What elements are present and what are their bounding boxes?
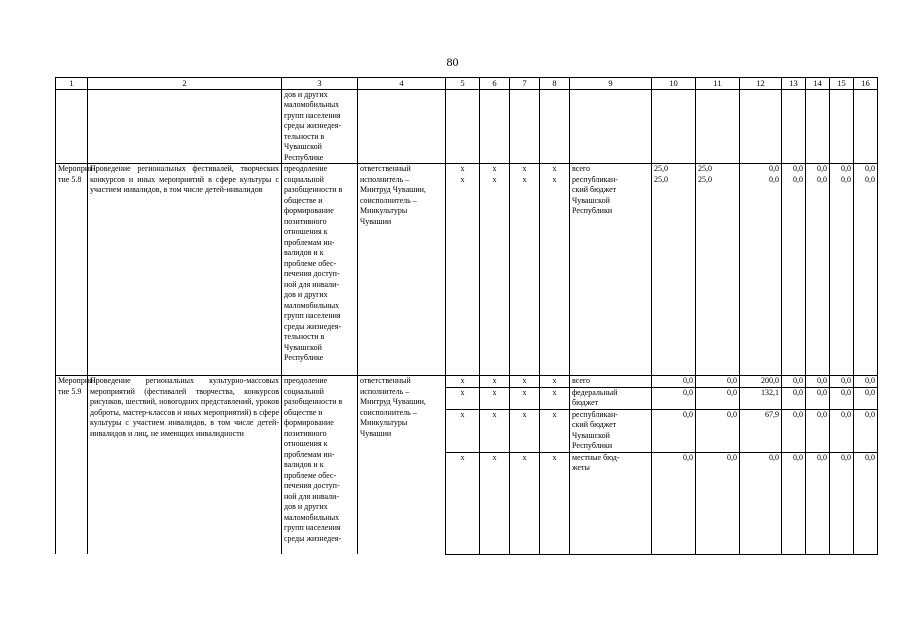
col-num: 7 bbox=[510, 78, 540, 90]
cell-c8: x bbox=[540, 409, 570, 452]
cell-c16: 0,0 bbox=[854, 387, 878, 409]
cell-c15: 0,0 bbox=[830, 409, 854, 452]
col-num: 3 bbox=[282, 78, 358, 90]
cell-c7: x bbox=[510, 387, 540, 409]
cell-c11: 0,0 bbox=[696, 452, 740, 554]
funding-source: федеральный бюджет bbox=[570, 387, 652, 409]
cell-c13: 0,0 bbox=[782, 409, 806, 452]
program-table bbox=[55, 77, 878, 555]
event-title: Проведение региональных фестивалей, творческих конкурсов и иных мероприятий в сфере культуры с участием инвалидов, в том числе детей-инвалидов bbox=[88, 164, 282, 376]
cell-c13: 0,0 bbox=[782, 376, 806, 388]
cell-c16: 0,0 bbox=[854, 409, 878, 452]
cell-c5: x bbox=[446, 164, 480, 175]
cell-c10: 0,0 bbox=[652, 387, 696, 409]
cell-c15: 0,0 bbox=[830, 164, 854, 175]
cell-c11: 25,0 bbox=[696, 164, 740, 175]
cell-c10: 0,0 bbox=[652, 409, 696, 452]
cell-c5: x bbox=[446, 387, 480, 409]
column-number-row bbox=[56, 78, 878, 90]
cell-c16: 0,0 bbox=[854, 164, 878, 175]
event-goal: преодоление социальной разобщенности в обществе и формирование позитивного отношения к проблемам ин- валидов и к проблеме обес- печения доступ- ной для инвали- дов и других маломобильных групп населения среды жизнедея- тельности в Чувашской Республике bbox=[282, 164, 358, 376]
cell-c12: 132,1 bbox=[740, 387, 782, 409]
cell-c6: x bbox=[480, 452, 510, 554]
cell-c16: 0,0 bbox=[854, 452, 878, 554]
cell-c10: 0,0 bbox=[652, 376, 696, 388]
cell-c13: 0,0 bbox=[782, 387, 806, 409]
col-num: 2 bbox=[88, 78, 282, 90]
cell-c11: 0,0 bbox=[696, 409, 740, 452]
event-id: Мероприя- тие 5.8 bbox=[56, 164, 88, 376]
cell-c12: 0,0 bbox=[740, 164, 782, 175]
cell-c8: x bbox=[540, 376, 570, 388]
funding-source: республикан- ский бюджет Чувашской Республики bbox=[570, 175, 652, 376]
cell-c13: 0,0 bbox=[782, 164, 806, 175]
continuation-row bbox=[56, 89, 878, 164]
cell-c14: 0,0 bbox=[806, 175, 830, 376]
funding-source: республикан- ский бюджет Чувашской Республики bbox=[570, 409, 652, 452]
cell-c16: 0,0 bbox=[854, 175, 878, 376]
cell-c8: x bbox=[540, 175, 570, 376]
col-num: 12 bbox=[740, 78, 782, 90]
cell-c12: 0,0 bbox=[740, 175, 782, 376]
cell-c6: x bbox=[480, 175, 510, 376]
cell-c11: 0,0 bbox=[696, 376, 740, 388]
cell-c12: 0,0 bbox=[740, 452, 782, 554]
col-num: 8 bbox=[540, 78, 570, 90]
cell-c14: 0,0 bbox=[806, 164, 830, 175]
cell-c12: 200,0 bbox=[740, 376, 782, 388]
col-num: 9 bbox=[570, 78, 652, 90]
col-num: 13 bbox=[782, 78, 806, 90]
cell-c7: x bbox=[510, 175, 540, 376]
cell-c8: x bbox=[540, 164, 570, 175]
col-num: 10 bbox=[652, 78, 696, 90]
event-executor: ответственный исполнитель – Минтруд Чувашии, соисполнитель – Минкультуры Чувашии bbox=[358, 164, 446, 376]
cell-c6: x bbox=[480, 387, 510, 409]
funding-source: местные бюд- жеты bbox=[570, 452, 652, 554]
cell-c14: 0,0 bbox=[806, 452, 830, 554]
cell-c7: x bbox=[510, 452, 540, 554]
cell-c14: 0,0 bbox=[806, 409, 830, 452]
cell-c13: 0,0 bbox=[782, 452, 806, 554]
cell-c11: 0,0 bbox=[696, 387, 740, 409]
event-title: Проведение региональных культурно-массовых мероприятий (фестивалей творчества, конкурсов рисунков, шествий, новогодних представлений, уроков доброты, мастер-классов и иных мероприятий) в сфере культуры с участием инвалидов, в том числе детей-инвалидов и лиц, не имеющих инвалидности bbox=[88, 376, 282, 555]
cell-c6: x bbox=[480, 376, 510, 388]
cell-c8: x bbox=[540, 452, 570, 554]
cell-c12: 67,9 bbox=[740, 409, 782, 452]
cell-c7: x bbox=[510, 376, 540, 388]
col-num: 5 bbox=[446, 78, 480, 90]
page-number: 80 bbox=[446, 55, 459, 69]
cell-c10: 25,0 bbox=[652, 164, 696, 175]
col-num: 14 bbox=[806, 78, 830, 90]
cell-c5: x bbox=[446, 409, 480, 452]
cell-c11: 25,0 bbox=[696, 175, 740, 376]
cell-c14: 0,0 bbox=[806, 387, 830, 409]
cell-c13: 0,0 bbox=[782, 175, 806, 376]
cell-c5: x bbox=[446, 452, 480, 554]
table-row bbox=[56, 164, 878, 175]
continuation-goal-text: дов и других маломобильных групп населения среды жизнедея- тельности в Чувашской Республике bbox=[282, 89, 358, 164]
cell-c5: x bbox=[446, 376, 480, 388]
cell-c10: 25,0 bbox=[652, 175, 696, 376]
cell-c7: x bbox=[510, 164, 540, 175]
cell-c15: 0,0 bbox=[830, 387, 854, 409]
cell-c8: x bbox=[540, 387, 570, 409]
cell-c14: 0,0 bbox=[806, 376, 830, 388]
col-num: 4 bbox=[358, 78, 446, 90]
table-row bbox=[56, 376, 878, 388]
cell-c10: 0,0 bbox=[652, 452, 696, 554]
event-executor: ответственный исполнитель – Минтруд Чувашии, соисполнитель – Минкультуры Чувашии bbox=[358, 376, 446, 555]
cell-c16: 0,0 bbox=[854, 376, 878, 388]
funding-source: всего bbox=[570, 164, 652, 175]
cell-c15: 0,0 bbox=[830, 376, 854, 388]
col-num: 11 bbox=[696, 78, 740, 90]
funding-source: всего bbox=[570, 376, 652, 388]
cell-c15: 0,0 bbox=[830, 452, 854, 554]
cell-c6: x bbox=[480, 409, 510, 452]
col-num: 1 bbox=[56, 78, 88, 90]
col-num: 16 bbox=[854, 78, 878, 90]
cell-c6: x bbox=[480, 164, 510, 175]
event-id: Мероприя- тие 5.9 bbox=[56, 376, 88, 555]
col-num: 15 bbox=[830, 78, 854, 90]
col-num: 6 bbox=[480, 78, 510, 90]
cell-c5: x bbox=[446, 175, 480, 376]
event-goal: преодоление социальной разобщенности в обществе и формирование позитивного отношения к проблемам ин- валидов и к проблеме обес- печения доступ- ной для инвали- дов и других маломобильных групп населения среды жизнедея- bbox=[282, 376, 358, 555]
cell-c15: 0,0 bbox=[830, 175, 854, 376]
cell-c7: x bbox=[510, 409, 540, 452]
